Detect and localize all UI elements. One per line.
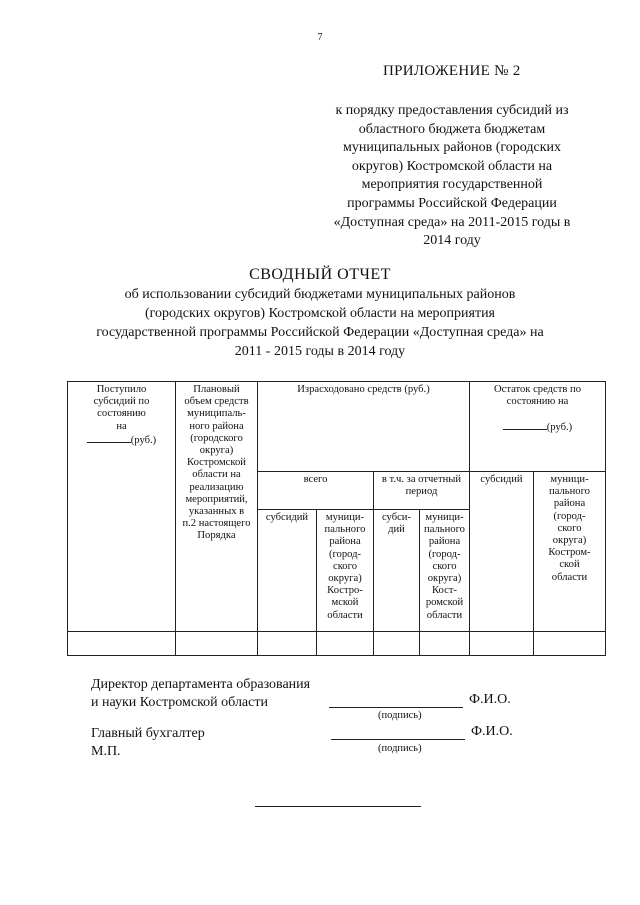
col-spent-header: Израсходовано средств (руб.) bbox=[258, 382, 470, 472]
period-subsidies-header: субси- дий bbox=[374, 510, 420, 632]
director-signature-line bbox=[329, 707, 463, 708]
appendix-line: 2014 году bbox=[423, 233, 481, 249]
bottom-divider-line bbox=[255, 806, 421, 807]
col-planned-header: Плановый объем средств муниципаль- ного района (городского округа) Костромской области на реализацию мероприятий, указанных в п.2 настоящего Порядка bbox=[176, 382, 258, 632]
report-subtitle-line: об использовании субсидий бюджетами муниципальных районов bbox=[124, 287, 516, 302]
period-municipal-header: муници- пального района (город- ского округа) Кост- ромской области bbox=[420, 510, 470, 632]
table-row bbox=[68, 632, 606, 656]
table-cell bbox=[420, 632, 470, 656]
sub-period-header: в т.ч. за отчетный период bbox=[374, 472, 470, 510]
sub-total-header: всего bbox=[258, 472, 374, 510]
director-label: Директор департамента образования и науки Костромской области bbox=[91, 677, 311, 710]
table-cell bbox=[68, 632, 176, 656]
report-subtitle-line: государственной программы Российской Федерации «Доступная среда» на bbox=[96, 325, 544, 340]
appendix-line: округов) Костромской области на bbox=[351, 158, 553, 174]
total-municipal-header: муници- пального района (город- ского округа) Костро- мской области bbox=[317, 510, 374, 632]
blank-line bbox=[503, 420, 547, 430]
accountant-signature-caption: (подпись) bbox=[378, 743, 422, 754]
appendix-line: «Доступная среда» на 2011-2015 годы в bbox=[333, 214, 571, 230]
appendix-line: к порядку предоставления субсидий из bbox=[335, 103, 569, 118]
blank-line bbox=[87, 433, 131, 443]
col-received-header: Поступило субсидий по состоянию на (руб.) bbox=[68, 382, 176, 632]
table-cell bbox=[258, 632, 317, 656]
director-signature-caption: (подпись) bbox=[378, 710, 422, 721]
balance-subsidies-header: субсидий bbox=[470, 472, 534, 632]
balance-municipal-header: муници- пального района (город- ского округа) Костром- ской области bbox=[534, 472, 606, 632]
appendix-line: областного бюджета бюджетам bbox=[358, 121, 546, 137]
director-fio: Ф.И.О. bbox=[469, 692, 511, 707]
table-cell bbox=[470, 632, 534, 656]
table-cell bbox=[374, 632, 420, 656]
table-cell bbox=[317, 632, 374, 656]
table-cell bbox=[534, 632, 606, 656]
table-cell bbox=[176, 632, 258, 656]
accountant-signature-line bbox=[331, 739, 465, 740]
appendix-title: ПРИЛОЖЕНИЕ № 2 bbox=[383, 63, 521, 79]
appendix-body bbox=[318, 102, 586, 251]
report-subtitle-line: 2011 - 2015 годы в 2014 году bbox=[234, 344, 406, 359]
appendix-line: программы Российской Федерации bbox=[347, 195, 557, 211]
appendix-line: мероприятия государственной bbox=[361, 177, 543, 193]
accountant-fio: Ф.И.О. bbox=[471, 724, 513, 739]
report-subtitle bbox=[80, 285, 560, 361]
col-balance-header: Остаток средств по состоянию на (руб.) bbox=[470, 382, 606, 472]
appendix-line: муниципальных районов (городских bbox=[342, 140, 562, 156]
summary-table bbox=[67, 381, 606, 656]
report-title: СВОДНЫЙ ОТЧЕТ bbox=[249, 266, 391, 283]
report-subtitle-line: (городских округов) Костромской области на мероприятия bbox=[145, 306, 495, 321]
page-number: 7 bbox=[317, 32, 323, 43]
accountant-label: Главный бухгалтер М.П. bbox=[91, 726, 205, 759]
total-subsidies-header: субсидий bbox=[258, 510, 317, 632]
